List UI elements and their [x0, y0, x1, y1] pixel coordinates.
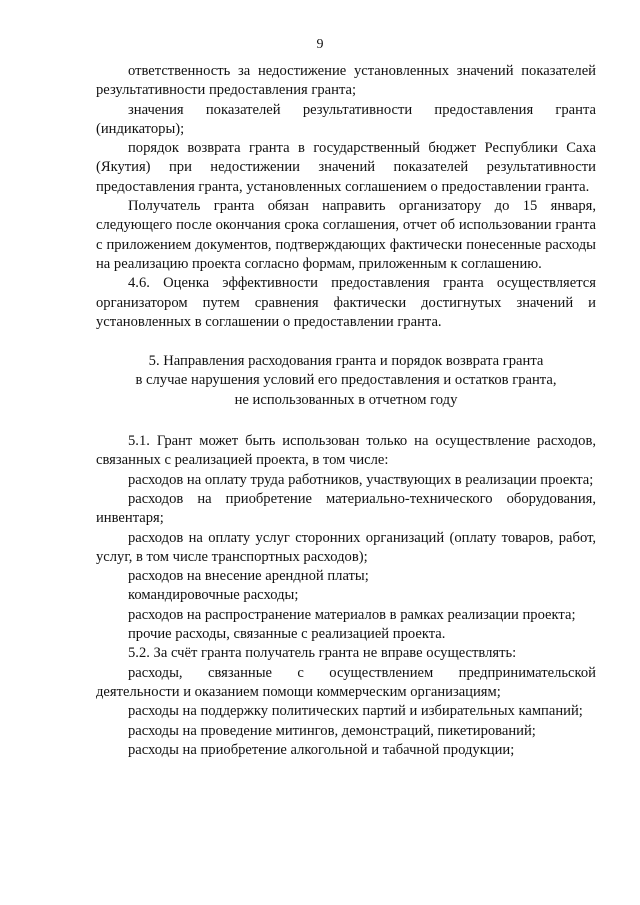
- spacer: [96, 332, 596, 352]
- list-item-political-support: расходы на поддержку политических партий и избирательных кампаний;: [128, 703, 583, 720]
- section-heading-line-3: не использованных в отчетном году: [234, 391, 458, 408]
- paragraph-5-1: 5.1. Грант может быть использован только на осуществление расходов, связанных с реализацией проекта, в том числе:: [96, 433, 596, 469]
- list-item-third-party-services: расходов на оплату услуг сторонних организаций (оплату товаров, работ, услуг, в том числе транспортных расходов);: [96, 529, 596, 565]
- list-item-equipment-costs: расходов на приобретение материально-технического оборудования, инвентаря;: [96, 490, 596, 527]
- page-number: 9: [316, 37, 324, 52]
- list-item-materials-distribution: расходов на распространение материалов в рамках реализации проекта;: [128, 606, 576, 623]
- paragraph-5-2: 5.2. За счёт гранта получатель гранта не вправе осуществлять:: [128, 645, 517, 662]
- list-item-labor-costs: расходов на оплату труда работников, участвующих в реализации проекта;: [128, 471, 594, 488]
- paragraph-indicator-values: значения показателей результативности предоставления гранта (индикаторы);: [96, 101, 596, 137]
- list-item-rent: расходов на внесение арендной платы;: [128, 568, 369, 585]
- list-item-business-activity: расходы, связанные с осуществлением предпринимательской деятельности и оказанием помощи коммерческим организациям;: [96, 664, 596, 700]
- paragraph-return-procedure: порядок возврата гранта в государственный бюджет Республики Саха (Якутия) при недостижении значений показателей результативности предоставления гранта, установленных соглашением о предоставлении гранта.: [96, 140, 596, 195]
- list-item-rallies: расходы на проведение митингов, демонстраций, пикетирований;: [128, 722, 536, 739]
- section-heading-line-1: 5. Направления расходования гранта и порядок возврата гранта: [148, 353, 544, 370]
- section-5-heading: [96, 352, 596, 410]
- spacer: [96, 410, 596, 432]
- list-item-other-expenses: прочие расходы, связанные с реализацией проекта.: [128, 626, 446, 643]
- document-body: [96, 62, 596, 760]
- paragraph-report-obligation: Получатель гранта обязан направить организатору до 15 января, следующего после окончания срока соглашения, отчет об использовании гранта с приложением документов, подтверждающих фактически понесенные расходы на реализацию проекта согласно формам, приложенным к соглашению.: [96, 198, 596, 272]
- list-item-alcohol-tobacco: расходы на приобретение алкогольной и табачной продукции;: [128, 741, 515, 758]
- list-item-travel-expenses: командировочные расходы;: [128, 587, 299, 604]
- section-heading-line-2: в случае нарушения условий его предоставления и остатков гранта,: [135, 372, 557, 389]
- paragraph-4-6: 4.6. Оценка эффективности предоставления гранта осуществляется организатором путем сравнения фактически достигнутых значений и установленных в соглашении о предоставлении гранта.: [96, 275, 596, 330]
- paragraph-responsibility: ответственность за недостижение установленных значений показателей результативности предоставления гранта;: [96, 63, 596, 99]
